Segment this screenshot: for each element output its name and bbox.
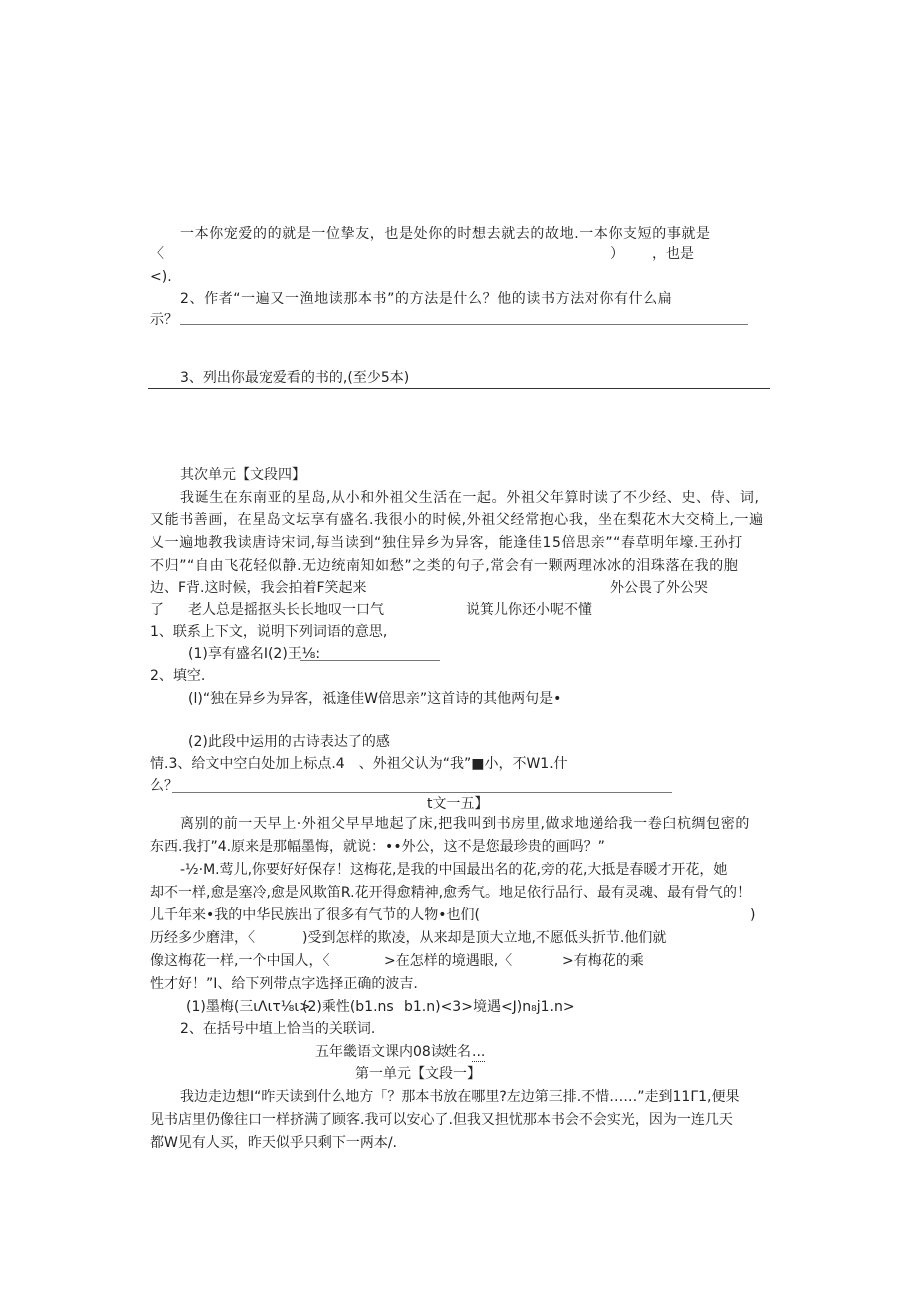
question-2: 2、在括号中埴上恰当的关联词. — [180, 1021, 376, 1037]
question-1-item: (1)享有盛名I(2)王⅛: — [188, 646, 321, 662]
paragraph-line: >在怎样的境遇眼,〈 — [384, 953, 513, 969]
blank-close: ) — [750, 907, 756, 923]
name-field: ... — [472, 1044, 486, 1060]
paragraph-line: 老人总是摇抠头长长地叹一口气 — [188, 602, 384, 618]
paragraph-line: 又能书善画，在星岛文坛享有盛名.我很小的时候,外祖父经常抱心我，坐在梨花木大交椅上,一遍 — [150, 512, 764, 528]
question-3: 3、列出你最宠爱看的书的,(至少5本) — [180, 370, 410, 386]
paragraph-line: 了 — [150, 602, 164, 618]
paragraph-line: >有梅花的乘 — [562, 953, 644, 969]
blank-close: ） — [610, 246, 624, 262]
text-line: <). — [150, 269, 172, 285]
pinyin-option: b1.n)<3>境遇<J)n₈j1.n> — [404, 999, 575, 1015]
paragraph-line: 边、F背.这时候，我会拍着F笑起来 — [150, 580, 367, 596]
paragraph-line: 像这梅花一样,一个中国人，〈 — [150, 953, 330, 969]
section-heading: 第一单元【文段一】 — [355, 1066, 481, 1082]
paragraph-line: 外公畏了外公哭 — [610, 580, 708, 596]
question-2-item: (l)“独在异乡为异客，祗逢佳W倍思亲”这首诗的其他两句是• — [188, 691, 562, 707]
paragraph-line: 却不一样,愈是塞冷,愈是风欺笛R.花开得愈精神,愈秀气。地足依行品行、最有灵魂、最有骨气的！ — [150, 885, 752, 901]
paragraph-line: 东西.我打”4.原来是那幅墨悔，就说：••外公，这不是您最珍贵的画吗？” — [150, 839, 605, 855]
paragraph-line: 说箕儿你还小呢不懂 — [466, 602, 592, 618]
paragraph-line: 见书店里仍像往口一样挤满了顾客.我可以安心了.但我又担忧那本书会不会实光，因为一连几天 — [150, 1112, 733, 1128]
question-3: 情.3、给文中空白处加上标点.4 、外祖父认为“我”■小，不W1.什 — [150, 756, 568, 772]
answer-line — [300, 660, 440, 661]
answer-line — [172, 792, 672, 793]
answer-line — [180, 324, 748, 325]
paragraph-line: )受到怎样的欺凌，从来却是顶大立地,不愿低头折节.他们就 — [302, 930, 667, 946]
paragraph-line: 我边走边想I“昨天读到什么地方「？那本书放在哪里?左边第三排.不惜……”走到11Γ1,便果 — [180, 1089, 740, 1105]
question-1: 1、联系上下文，说明下列词语的意思, — [150, 624, 388, 640]
question-4-cont: 么？ — [150, 778, 178, 794]
section-heading: 其次单元【文段四】 — [180, 467, 306, 483]
question-2-item: (2)此段中运用的古诗表达了的感 — [188, 734, 390, 750]
name-label: 姓名 — [443, 1044, 471, 1060]
paragraph-line: 不归”“自由飞花轻似静.无边统南知如愁”之类的句子,常会有一颗两理冰冰的泪珠落在我的胞 — [150, 558, 739, 574]
text-line: ，也是 — [652, 246, 694, 262]
pinyin-option: (2)乘性(b1.ns — [302, 999, 394, 1015]
text-line: 一本你宠爱的的就是一位挚友，也是处你的时想去就去的故地.一本你支短的事就是 — [180, 226, 711, 242]
paragraph-line: 历经多少磨津，〈 — [150, 930, 255, 946]
answer-line — [148, 388, 770, 389]
paragraph-line: -½·M.莺儿,你要好好保存！这梅花,是我的中国最出名的花,旁的花,大抵是春暖才开花，她 — [180, 862, 728, 878]
paragraph-line: 乂一遍地教我读唐诗宋词,每当读到“独住异乡为异客，能逢佳15倍思亲”“春草明年壕.王孙打 — [150, 535, 743, 551]
section-heading: t文一五】 — [427, 796, 489, 812]
question-2-cont: 示？ — [150, 312, 178, 328]
paragraph-line: 都W见有人买，昨天似乎只剩下一两本/. — [150, 1135, 398, 1151]
paragraph-line: 性才好！”I、给下列带点字选择正确的波吉. — [150, 976, 418, 992]
question-2: 2、作者“一遍又一渔地读那本书”的方法是什么？他的读书方法对你有什么扁 — [180, 291, 673, 307]
question-2: 2、填空. — [150, 668, 206, 684]
paragraph-line: 离别的前一天早上·外祖父早早地起了床,把我叫到书房里,做求地递给我一卷臼杭绸包密的 — [180, 816, 750, 832]
paragraph-line: 我诞生在东南亚的星岛,从小和外祖父生活在一起。外祖父年算时读了不少经、史、侍、词, — [180, 490, 760, 506]
blank-open: 〈 — [150, 246, 164, 262]
document-title: 五年畿语文课内08读 — [315, 1044, 445, 1060]
paragraph-line: 儿千年来•我的中华民族出了很多有气节的人物•也们( — [150, 907, 480, 923]
pinyin-option: (1)墨梅(三ιΛιτ⅛ι> — [186, 999, 311, 1015]
